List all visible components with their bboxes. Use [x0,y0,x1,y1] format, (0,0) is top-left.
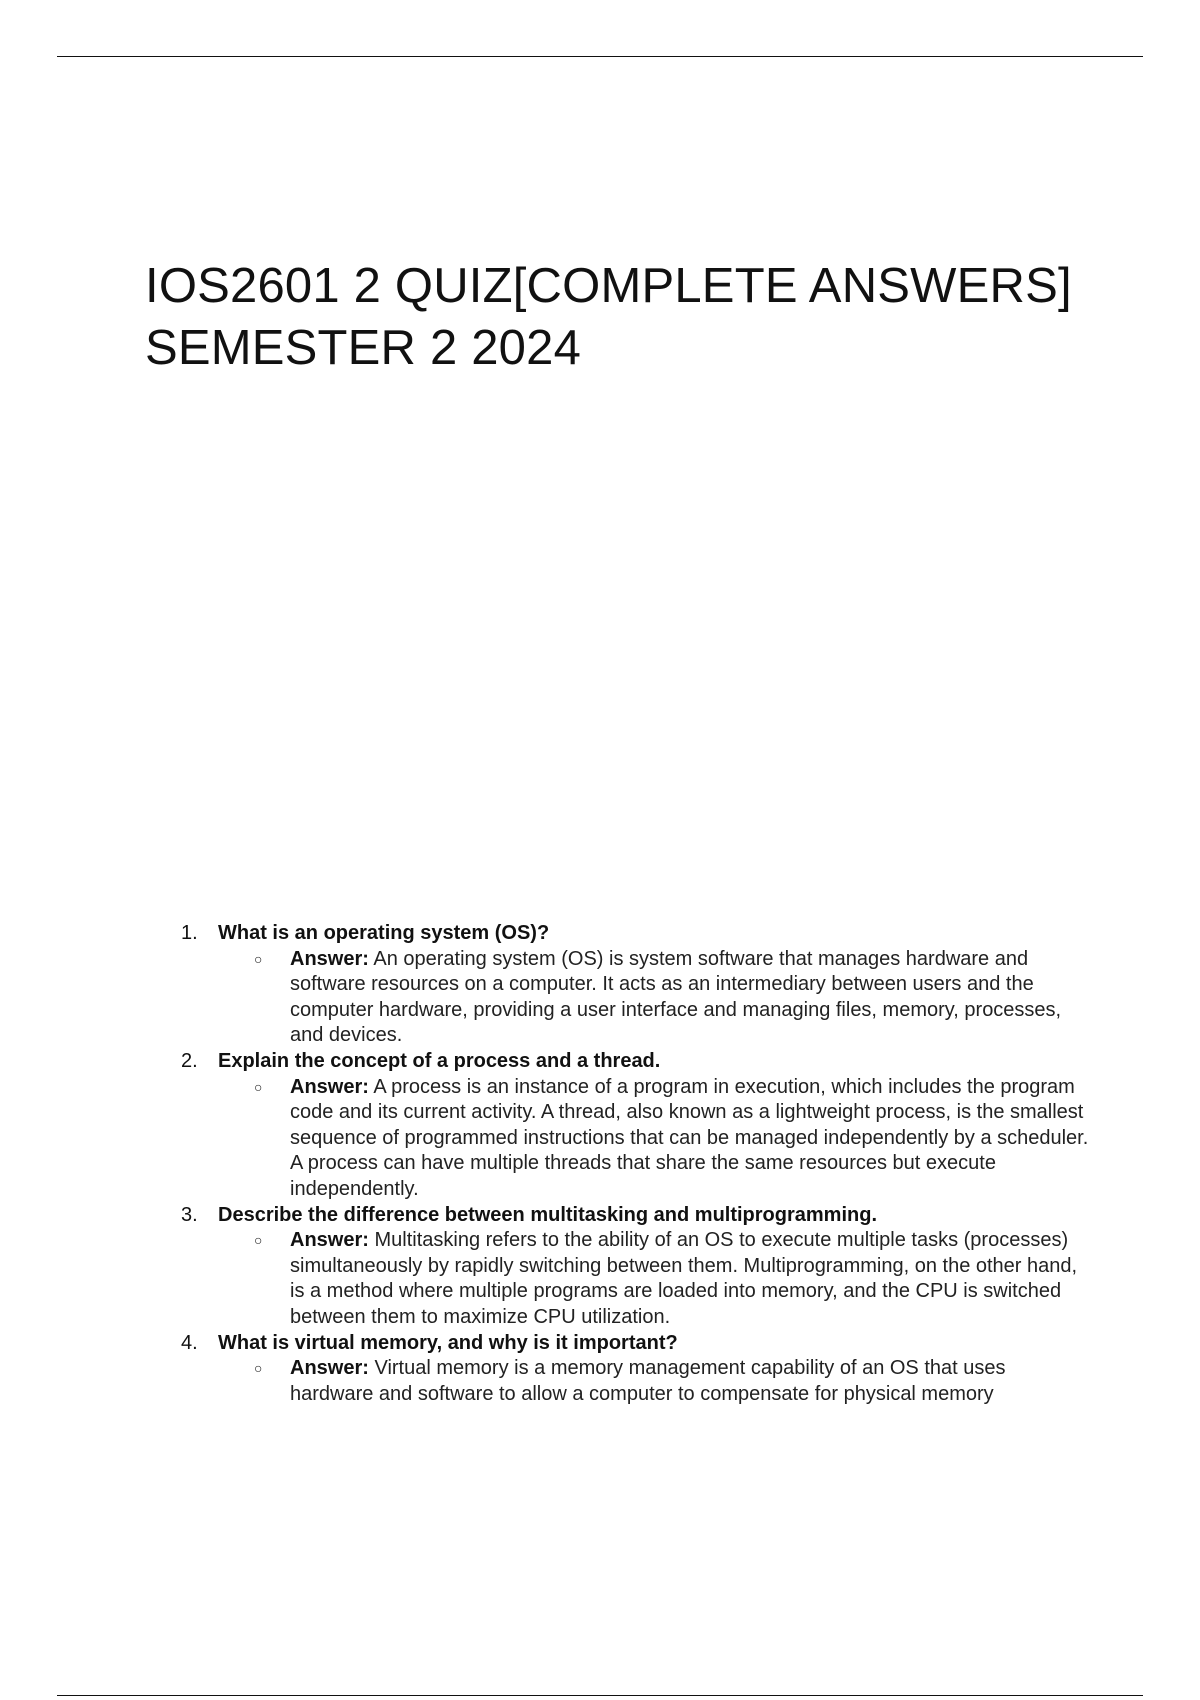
question-item-2 [0,1049,1200,1203]
answer-text: A process is an instance of a program in execution, which includes the program code and its current activity. A thread, also known as a lightweight process, is the smallest sequence of programmed instructions that can be managed independently by a scheduler. A process can have multiple threads that share the same resources but execute independently. [290,1075,1089,1200]
answer-label: Answer: [290,947,369,970]
hollow-circle-bullet-icon: ○ [254,950,263,967]
answer-item [0,1228,1200,1330]
answer-text: Multitasking refers to the ability of an OS to execute multiple tasks (processes) simultaneously by rapidly switching between them. Multiprogramming, on the other hand, is a method where multiple programs are loaded into memory, and the CPU is switched between them to maximize CPU utilization. [290,1229,1078,1328]
question-list [0,921,1200,1407]
answer-body [290,1228,1090,1330]
answer-text: Virtual memory is a memory management capability of an OS that uses hardware and software to allow a computer to compensate for physical memory [290,1357,1006,1405]
answer-item [0,1356,1200,1407]
hollow-circle-bullet-icon: ○ [254,1232,263,1249]
question-text: What is an operating system (OS)? [218,922,550,944]
question-number: 2. [181,1049,198,1072]
hollow-circle-bullet-icon: ○ [254,1078,263,1095]
question-text: Describe the difference between multitasking and multiprogramming. [218,1203,878,1226]
hollow-circle-bullet-icon: ○ [254,1360,263,1377]
question-number: 1. [181,922,198,944]
answer-body [290,947,1090,1049]
answer-label: Answer: [290,1357,369,1380]
top-divider [57,56,1143,57]
answer-label: Answer: [290,1075,369,1098]
document-title: IOS2601 2 QUIZ[COMPLETE ANSWERS] SEMESTER 2 2024 [145,259,1072,375]
question-item-1 [0,921,1200,1049]
question-number: 4. [181,1331,198,1354]
question-text: Explain the concept of a process and a thread. [218,1049,661,1072]
question-number: 3. [181,1203,198,1226]
answer-item [0,947,1200,1049]
question-item-4 [0,1331,1200,1408]
answer-body [290,1356,1090,1407]
answer-label: Answer: [290,1229,369,1252]
bottom-divider [57,1695,1143,1696]
question-item-3 [0,1203,1200,1331]
answer-item [0,1075,1200,1203]
question-text: What is virtual memory, and why is it important? [218,1331,678,1354]
answer-text: An operating system (OS) is system software that manages hardware and software resources on a computer. It acts as an intermediary between users and the computer hardware, providing a user interface and managing files, memory, processes, and devices. [290,947,1062,1047]
answer-body [290,1075,1090,1203]
